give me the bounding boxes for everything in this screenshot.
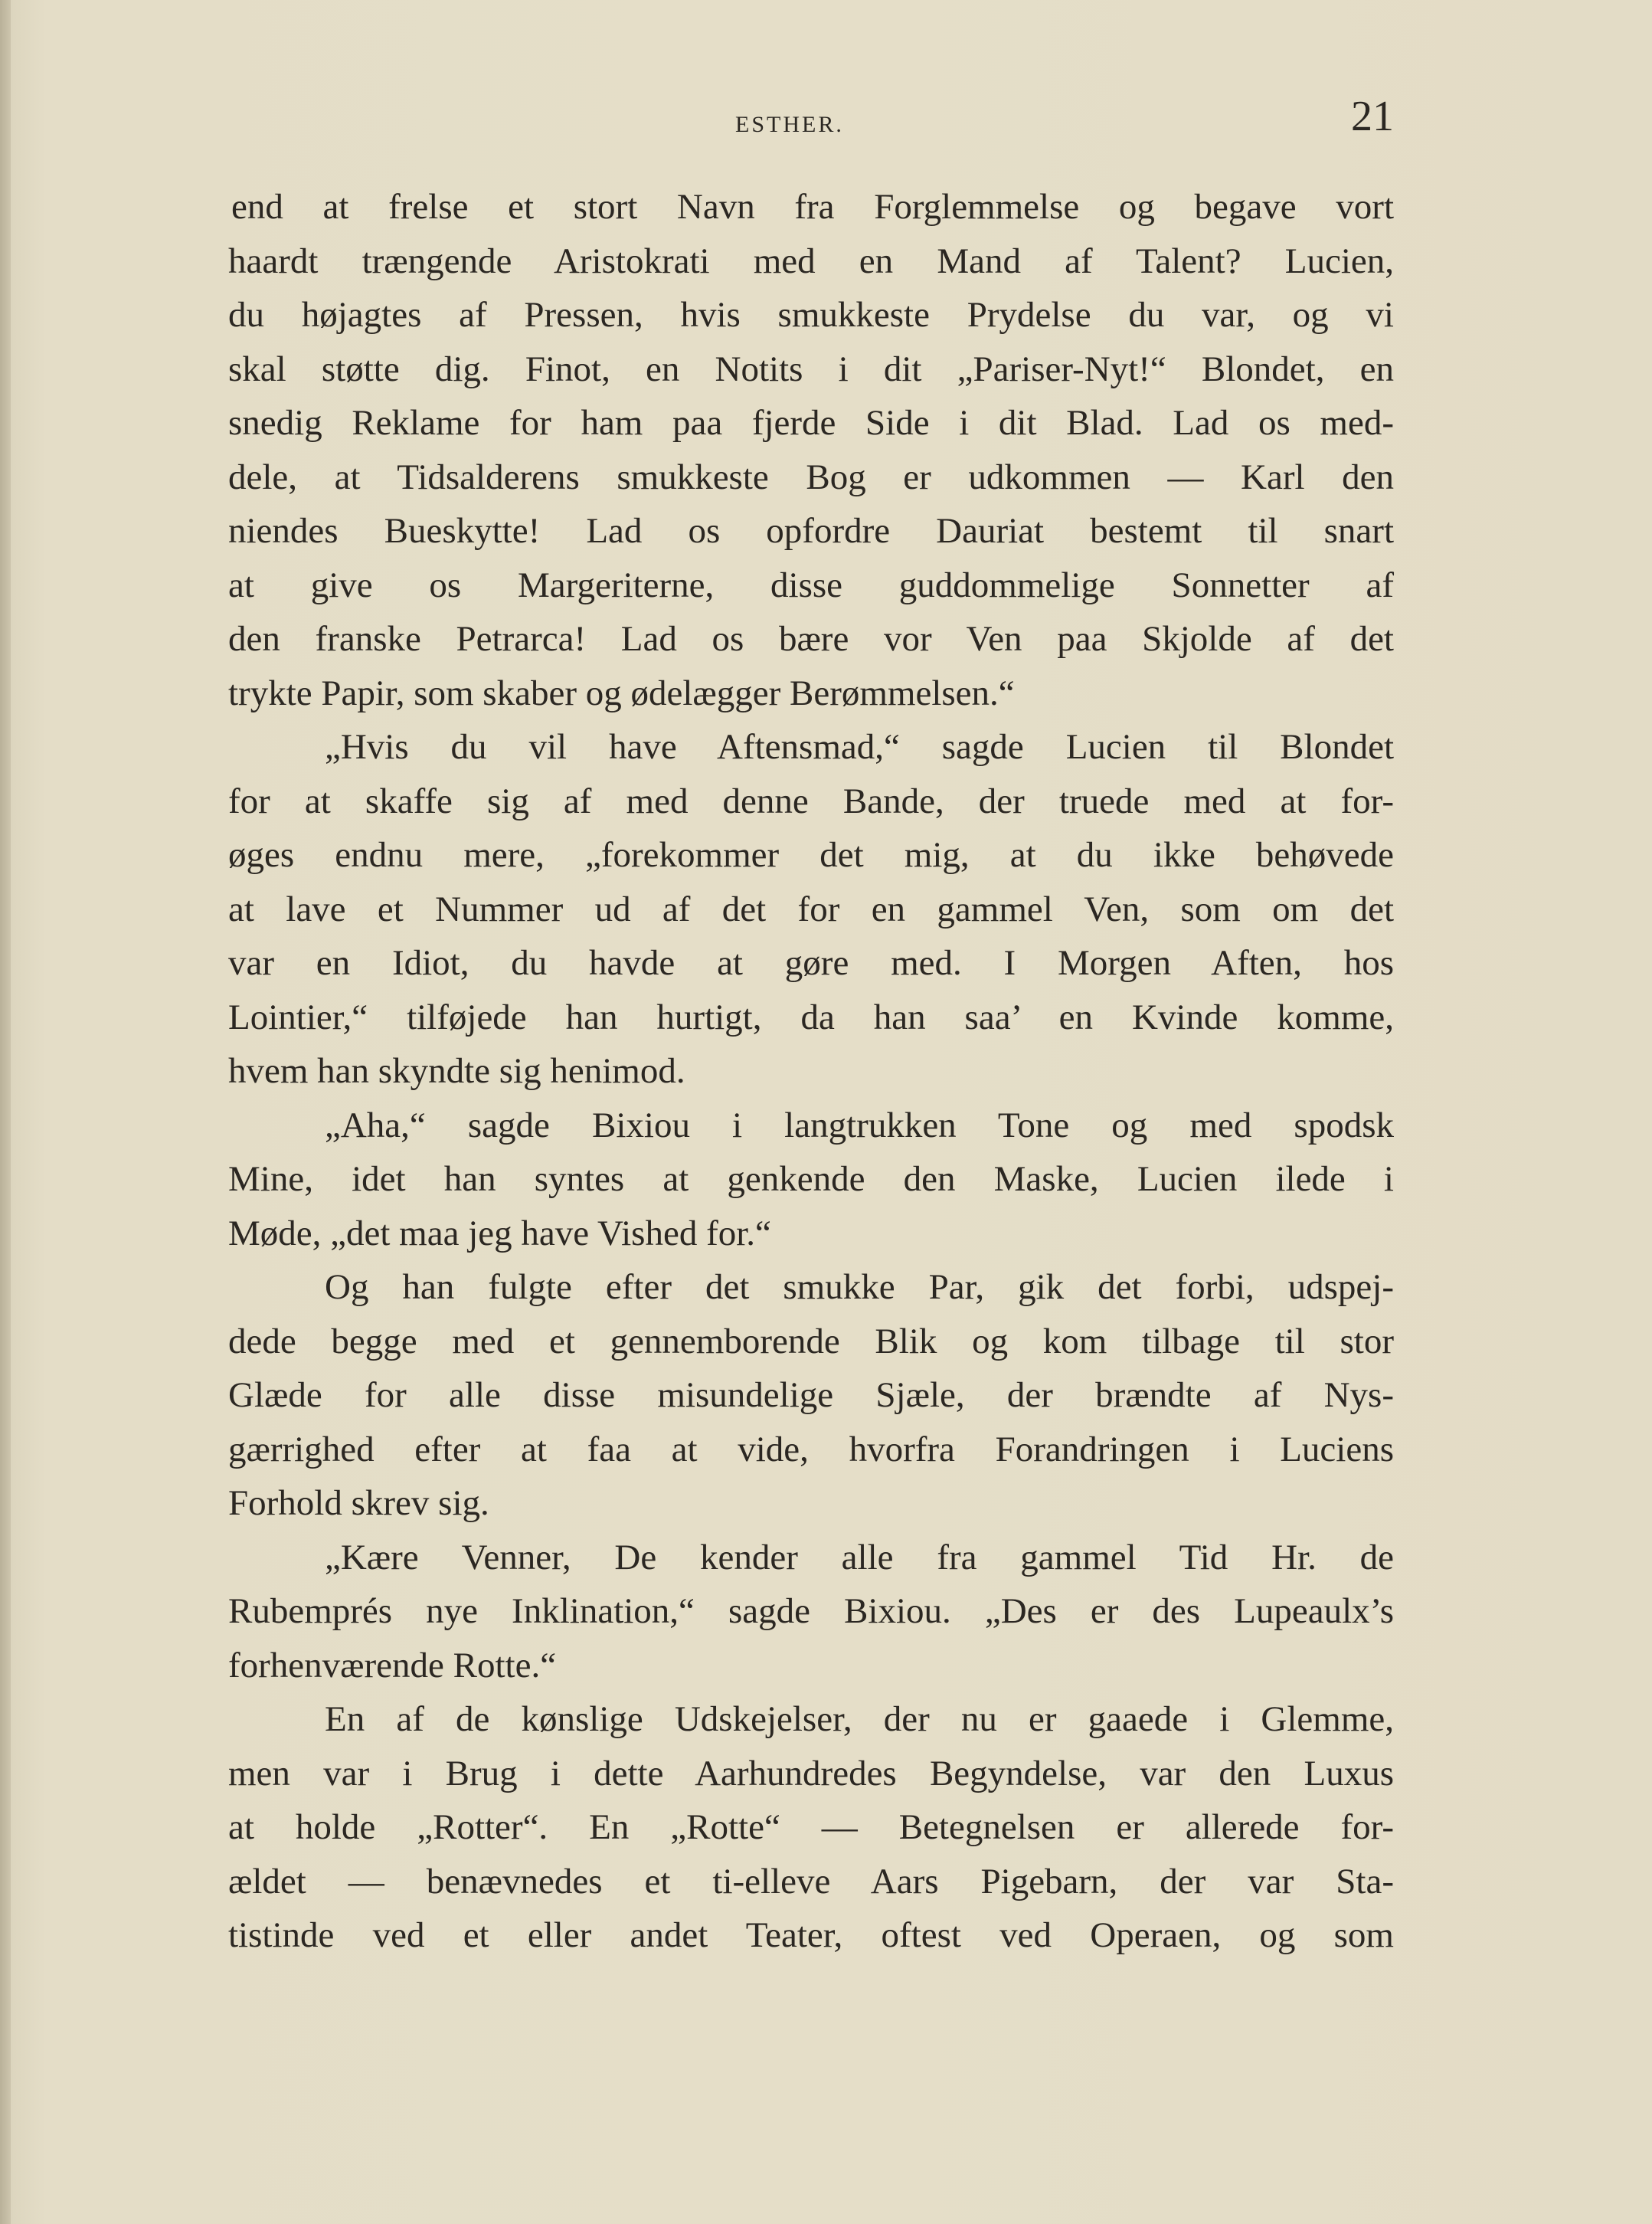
text-line: Mine, idet han syntes at genkende den Maske, Lucien ilede i	[228, 1159, 1394, 1199]
text-line: Glæde for alle disse misundelige Sjæle, der brændte af Nys-	[228, 1375, 1394, 1415]
text-line: snedig Reklame for ham paa fjerde Side i dit Blad. Lad os med-	[228, 403, 1394, 443]
text-line: gærrighed efter at faa at vide, hvorfra Forandringen i Luciens	[228, 1429, 1394, 1469]
body-text	[228, 180, 1394, 1963]
text-line: hvem han skyndte sig henimod.	[228, 1051, 685, 1091]
text-line: for at skaffe sig af med denne Bande, der truede med at for-	[228, 781, 1394, 821]
text-line: end at frelse et stort Navn fra Forglemmelse og begave vort	[231, 187, 1394, 227]
running-title: ESTHER.	[735, 112, 844, 137]
text-line: Og han fulgte efter det smukke Par, gik det forbi, udspej-	[325, 1267, 1394, 1307]
text-line: dele, at Tidsalderens smukkeste Bog er udkommen — Karl den	[228, 457, 1394, 497]
text-line: Møde, „det maa jeg have Vished for.“	[228, 1213, 771, 1253]
text-line: „Hvis du vil have Aftensmad,“ sagde Lucien til Blondet	[325, 727, 1394, 767]
text-line: Forhold skrev sig.	[228, 1483, 489, 1523]
text-line: tistinde ved et eller andet Teater, oftest ved Operaen, og som	[228, 1915, 1394, 1955]
text-line: Lointier,“ tilføjede han hurtigt, da han saa’ en Kvinde komme,	[228, 997, 1394, 1037]
text-line: at holde „Rotter“. En „Rotte“ — Betegnelsen er allerede for-	[228, 1807, 1394, 1847]
text-line: En af de kønslige Udskejelser, der nu er gaaede i Glemme,	[325, 1699, 1394, 1739]
text-line: skal støtte dig. Finot, en Notits i dit „Pariser-Nyt!“ Blondet, en	[228, 349, 1394, 389]
text-line: at give os Margeriterne, disse guddommelige Sonnetter af	[228, 565, 1394, 605]
text-line: men var i Brug i dette Aarhundredes Begyndelse, var den Luxus	[228, 1753, 1394, 1793]
text-line: forhenværende Rotte.“	[228, 1645, 557, 1685]
text-line: „Aha,“ sagde Bixiou i langtrukken Tone og med spodsk	[325, 1105, 1394, 1145]
text-line: ældet — benævnedes et ti-elleve Aars Pigebarn, der var Sta-	[228, 1861, 1394, 1901]
text-line: dede begge med et gennemborende Blik og kom tilbage til stor	[228, 1321, 1394, 1361]
text-line: trykte Papir, som skaber og ødelægger Berømmelsen.“	[228, 673, 1015, 713]
text-line: den franske Petrarca! Lad os bære vor Ven paa Skjolde af det	[228, 619, 1394, 659]
text-line: niendes Bueskytte! Lad os opfordre Dauriat bestemt til snart	[228, 511, 1394, 551]
text-line: øges endnu mere, „forekommer det mig, at du ikke behøvede	[228, 835, 1394, 875]
running-head	[222, 92, 1394, 153]
text-line: du højagtes af Pressen, hvis smukkeste Prydelse du var, og vi	[228, 295, 1394, 335]
text-line: Rubemprés nye Inklination,“ sagde Bixiou. „Des er des Lupeaulx’s	[228, 1591, 1394, 1631]
page-gutter	[0, 0, 11, 2224]
text-line: haardt trængende Aristokrati med en Mand af Talent? Lucien,	[228, 241, 1394, 281]
text-line: var en Idiot, du havde at gøre med. I Morgen Aften, hos	[228, 943, 1394, 983]
page-number: 21	[1351, 93, 1394, 140]
text-line: at lave et Nummer ud af det for en gammel Ven, som om det	[228, 889, 1394, 929]
text-line: „Kære Venner, De kender alle fra gammel Tid Hr. de	[325, 1537, 1394, 1577]
